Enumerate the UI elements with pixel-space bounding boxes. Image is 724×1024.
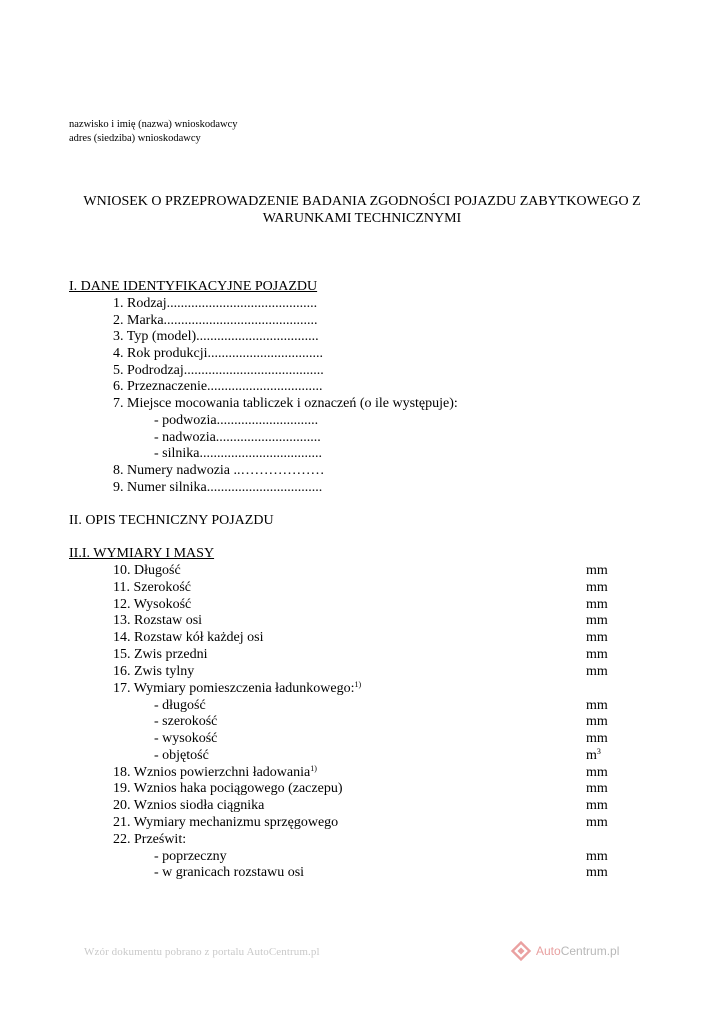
dim-unit: mm bbox=[586, 664, 608, 679]
dim-row-ladunek-dlugosc bbox=[154, 698, 206, 715]
field-numery-nadwozia: 8. Numery nadwozia ..……………… bbox=[113, 463, 325, 478]
dim-label: 16. Zwis tylny bbox=[113, 664, 195, 679]
dim-unit: mm bbox=[586, 781, 608, 796]
dim-label: 15. Zwis przedni bbox=[113, 647, 208, 662]
field-przeznaczenie: 6. Przeznaczenie................................. bbox=[113, 379, 323, 394]
dim-label: 12. Wysokość bbox=[113, 597, 192, 612]
field-podwozia: - podwozia............................. bbox=[154, 413, 319, 428]
field-miejsce-mocowania: 7. Miejsce mocowania tabliczek i oznaczeń (o ile występuje): bbox=[113, 396, 458, 411]
document-title bbox=[60, 193, 664, 227]
dim-row-przeswit-rozstaw bbox=[154, 865, 304, 882]
dim-label: 18. Wznios powierzchni ładowania bbox=[113, 765, 311, 780]
dim-label: 21. Wymiary mechanizmu sprzęgowego bbox=[113, 815, 339, 830]
dim-unit: mm bbox=[586, 613, 608, 628]
dim-row-ladunek-wysokosc bbox=[154, 731, 217, 748]
dim-unit: mm bbox=[586, 580, 608, 595]
footnote-ref: 1) bbox=[354, 680, 362, 689]
dim-label: 17. Wymiary pomieszczenia ładunkowego: bbox=[113, 681, 355, 696]
dim-row-zwis-przedni bbox=[113, 647, 207, 664]
unit-base: m bbox=[586, 748, 597, 763]
dim-label: 13. Rozstaw osi bbox=[113, 613, 203, 628]
dim-label: - szerokość bbox=[154, 714, 218, 729]
dim-row-szerokosc bbox=[113, 580, 191, 597]
dim-label: - poprzeczny bbox=[154, 849, 227, 864]
dim-row-mechanizm-sprzegowy bbox=[113, 815, 338, 832]
dim-unit: mm bbox=[586, 815, 608, 830]
dim-label: - długość bbox=[154, 698, 206, 713]
field-rok-produkcji: 4. Rok produkcji................................. bbox=[113, 346, 323, 361]
dim-row-zwis-tylny bbox=[113, 664, 194, 681]
applicant-name-label: nazwisko i imię (nazwa) wnioskodawcy bbox=[69, 119, 238, 130]
dim-label: - wysokość bbox=[154, 731, 218, 746]
dim-unit: mm bbox=[586, 765, 608, 780]
dim-unit: mm bbox=[586, 597, 608, 612]
field-marka: 2. Marka............................................ bbox=[113, 313, 318, 328]
dim-row-ladunek-szerokosc bbox=[154, 714, 217, 731]
section-2-1-heading: II.I. WYMIARY I MASY bbox=[69, 546, 215, 561]
applicant-address-label: adres (siedziba) wnioskodawcy bbox=[69, 133, 201, 144]
dim-unit: mm bbox=[586, 698, 608, 713]
dim-row-wznios-haka bbox=[113, 781, 342, 798]
dim-row-przeswit bbox=[113, 832, 186, 849]
dim-label: 20. Wznios siodła ciągnika bbox=[113, 798, 265, 813]
title-line-1: WNIOSEK O PRZEPROWADZENIE BADANIA ZGODNOŚCI POJAZDU ZABYTKOWEGO Z bbox=[83, 194, 641, 209]
dim-row-wznios-siodla bbox=[113, 798, 264, 815]
dim-label: 22. Prześwit: bbox=[113, 832, 187, 847]
applicant-header bbox=[69, 118, 238, 146]
dim-row-wysokosc bbox=[113, 597, 191, 614]
field-numer-silnika: 9. Numer silnika................................. bbox=[113, 480, 323, 495]
footnote-ref: 1) bbox=[310, 764, 317, 773]
title-line-2: WARUNKAMI TECHNICZNYMI bbox=[262, 211, 462, 226]
dim-unit: mm bbox=[586, 731, 608, 746]
autocentrum-logo bbox=[510, 940, 619, 962]
dim-label: 11. Szerokość bbox=[113, 580, 192, 595]
autocentrum-logo-icon bbox=[510, 940, 532, 962]
dim-label: - w granicach rozstawu osi bbox=[154, 865, 305, 880]
dim-row-rozstaw-kol bbox=[113, 630, 263, 647]
dim-unit bbox=[586, 748, 601, 764]
section-1-heading: I. DANE IDENTYFIKACYJNE POJAZDU bbox=[69, 279, 318, 294]
dim-unit: mm bbox=[586, 630, 608, 645]
dim-unit: mm bbox=[586, 563, 608, 578]
section-2-heading: II. OPIS TECHNICZNY POJAZDU bbox=[69, 513, 274, 528]
dim-row-dlugosc bbox=[113, 563, 181, 580]
dim-row-rozstaw-osi bbox=[113, 613, 202, 630]
dim-unit: mm bbox=[586, 798, 608, 813]
dim-row-pomieszczenie-ladunkowe bbox=[113, 681, 361, 698]
autocentrum-logo-text: AutoCentrum.pl bbox=[536, 944, 620, 958]
unit-exponent: 3 bbox=[596, 747, 601, 756]
dim-unit: mm bbox=[586, 849, 608, 864]
dim-label: 14. Rozstaw kół każdej osi bbox=[113, 630, 264, 645]
dim-unit: mm bbox=[586, 714, 608, 729]
field-silnika: - silnika................................... bbox=[154, 446, 322, 461]
field-nadwozia: - nadwozia.............................. bbox=[154, 430, 321, 445]
field-podrodzaj: 5. Podrodzaj........................................ bbox=[113, 363, 324, 378]
dim-row-przeswit-poprzeczny bbox=[154, 849, 227, 866]
dim-label: 19. Wznios haka pociągowego (zaczepu) bbox=[113, 781, 343, 796]
dim-label: - objętość bbox=[154, 748, 209, 763]
dim-row-ladunek-objetosc bbox=[154, 748, 209, 765]
watermark-text: Wzór dokumentu pobrano z portalu AutoCentrum.pl bbox=[84, 946, 320, 958]
dim-unit: mm bbox=[586, 865, 608, 880]
dim-row-wznios-ladowania bbox=[113, 765, 317, 782]
field-typ: 3. Typ (model)................................... bbox=[113, 329, 319, 344]
dim-label: 10. Długość bbox=[113, 563, 181, 578]
dim-unit: mm bbox=[586, 647, 608, 662]
field-rodzaj: 1. Rodzaj........................................... bbox=[113, 296, 318, 311]
